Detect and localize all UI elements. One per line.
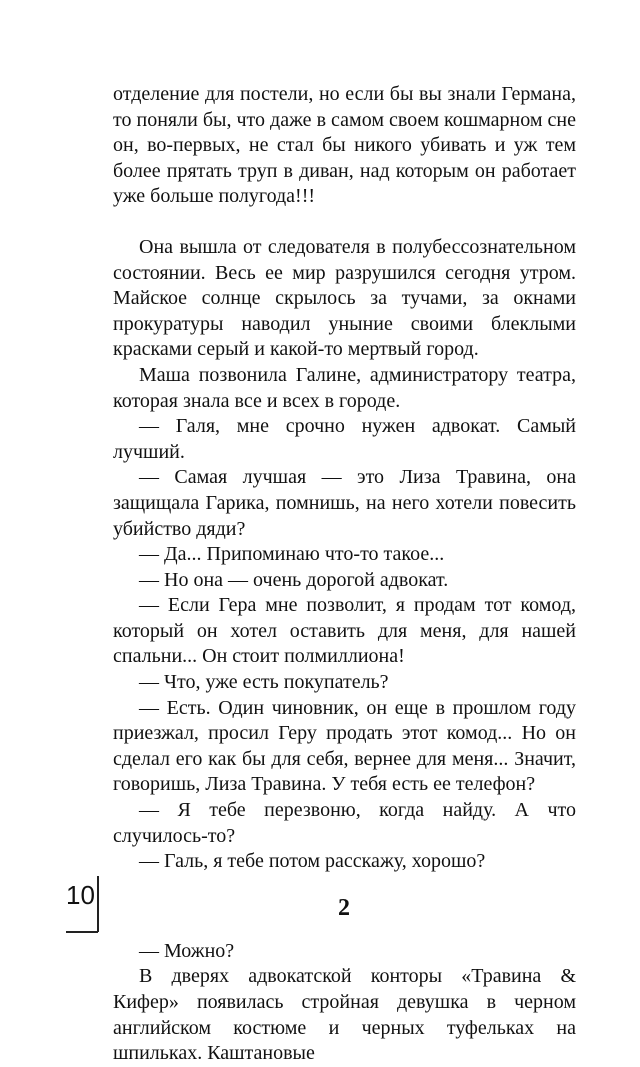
dialogue-line: — Галь, я тебе потом расскажу, хорошо? (139, 850, 486, 873)
dialogue-line: — Есть. Один чиновник, он еще в прошлом году приезжал, просил Геру продать этот комод... Но он сделал его как бы для себя, вернее для меня... Значит, говоришь, Лиза Травина. У тебя есть ее телефон? (113, 696, 576, 796)
dialogue-line: — Но она — очень дорогой адвокат. (139, 568, 449, 591)
paragraph: Она вышла от следователя в полубессознательном состоянии. Весь ее мир разрушился сегодня утром. Майское солнце скрылось за тучами, за окнами прокуратуры наводил уныние своими блеклыми красками серый и какой-то мертвый город. (113, 235, 576, 361)
chapter-heading: 2 (338, 894, 351, 921)
dialogue-line: — Самая лучшая — это Лиза Травина, она защищала Гарика, помнишь, на него хотели повесить убийство дяди? (113, 466, 576, 540)
paragraph: Маша позвонила Галине, администратору театра, которая знала все и всех в городе. (113, 363, 576, 412)
folio-rule-horizontal (66, 931, 98, 933)
section-gap (113, 210, 576, 235)
paragraph-continuation: отделение для постели, но если бы вы знали Германа, то поняли бы, что даже в самом своем кошмарном сне он, во-первых, не стал бы никого убивать и уж тем более прятать труп в диван, над которым он работает уже больше полугода!!! (113, 83, 576, 208)
folio-rule-vertical (97, 876, 99, 932)
dialogue-line: — Можно? (139, 939, 235, 962)
page-number: 10 (66, 880, 95, 910)
dialogue-line: — Если Гера мне позволит, я продам тот комод, который он хотел оставить для меня, для нашей спальни... Он стоит полмиллиона! (113, 594, 576, 668)
dialogue-line: — Что, уже есть покупатель? (139, 671, 389, 694)
dialogue-line: — Да... Припоминаю что-то такое... (139, 543, 445, 566)
dialogue-line: — Галя, мне срочно нужен адвокат. Самый лучший. (113, 415, 576, 463)
paragraph: В дверях адвокатской конторы «Травина & Кифер» появилась стройная девушка в черном английском костюме и черных туфельках на шпильках. Каштановые (113, 965, 576, 1065)
page-body (113, 82, 576, 1067)
dialogue-line: — Я тебе перезвоню, когда найду. А что случилось-то? (113, 799, 576, 847)
